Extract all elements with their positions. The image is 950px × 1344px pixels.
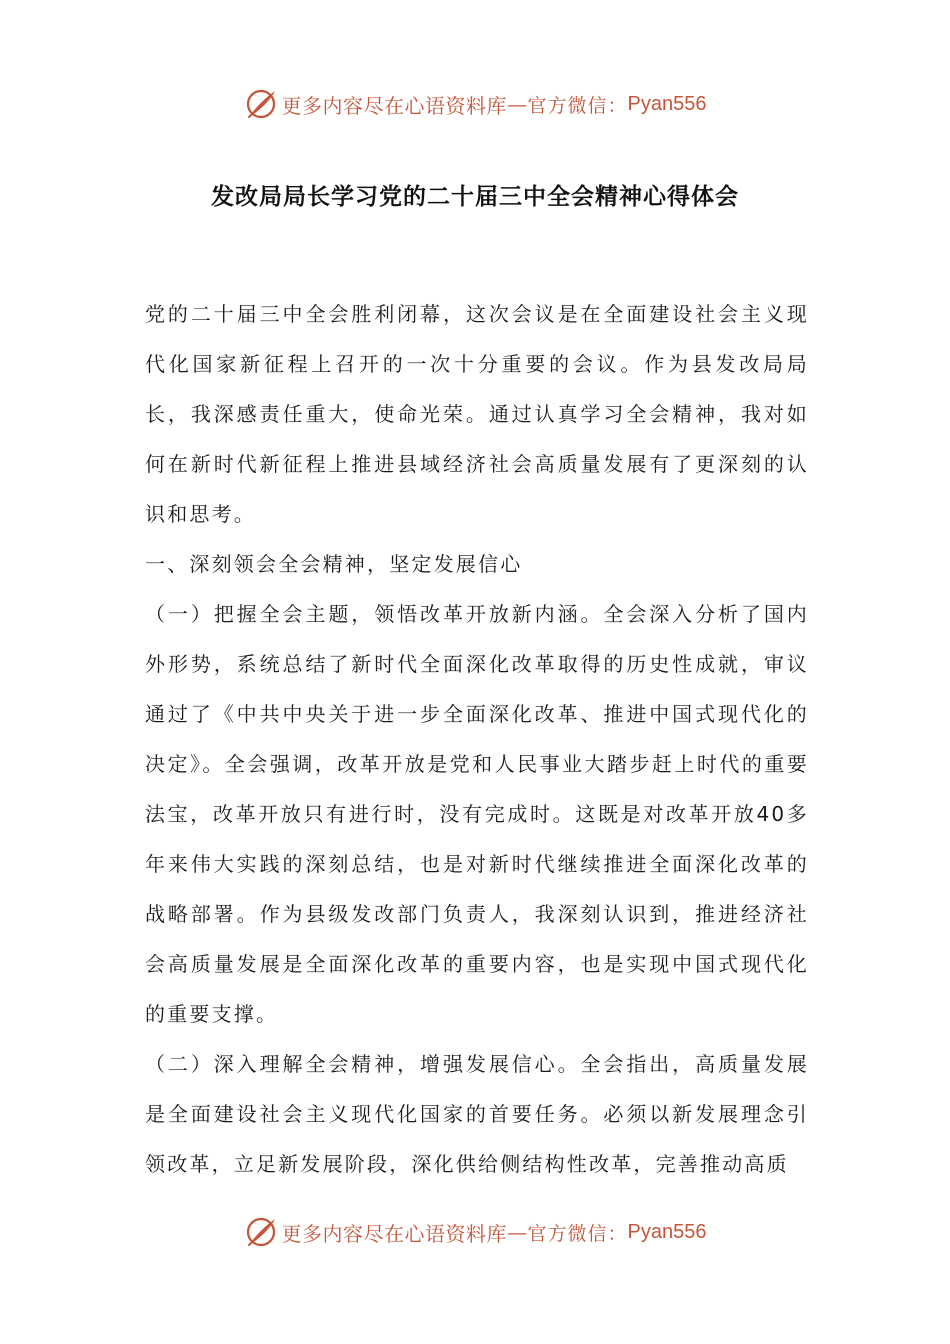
header-banner	[0, 84, 950, 124]
paragraph-subsection-2: （二）深入理解全会精神，增强发展信心。全会指出，高质量发展是全面建设社会主义现代化国家的首要任务。必须以新发展理念引领改革，立足新发展阶段，深化供给侧结构性改革，完善推动高质	[145, 1052, 809, 1176]
paragraph-intro: 党的二十届三中全会胜利闭幕，这次会议是在全面建设社会主义现代化国家新征程上召开的一次十分重要的会议。作为县发改局局长，我深感责任重大，使命光荣。通过认真学习全会精神，我对如何在新时代新征程上推进县域经济社会高质量发展有了更深刻的认识和思考。	[145, 302, 809, 526]
banner-wechat-label: 官方微信：	[527, 1222, 628, 1245]
section-heading-1: 一、深刻领会全会精神，坚定发展信心	[145, 552, 523, 576]
footer-banner	[0, 1212, 950, 1252]
banner-site-text: 更多内容尽在心语资料库	[281, 1221, 507, 1246]
banner-site-text: 更多内容尽在心语资料库	[281, 93, 507, 118]
document-body	[145, 289, 809, 1189]
paragraph-subsection-1: （一）把握全会主题，领悟改革开放新内涵。全会深入分析了国内外形势，系统总结了新时代全面深化改革取得的历史性成就，审议通过了《中共中央关于进一步全面深化改革、推进中国式现代化的决定》。全会强调，改革开放是党和人民事业大踏步赶上时代的重要法宝，改革开放只有进行时，没有完成时。这既是对改革开放40多年来伟大实践的深刻总结，也是对新时代继续推进全面深化改革的战略部署。作为县级发改部门负责人，我深刻认识到，推进经济社会高质量发展是全面深化改革的重要内容，也是实现中国式现代化的重要支撑。	[145, 602, 809, 1026]
banner-wechat-id: Pyan556	[627, 1220, 707, 1243]
quill-logo-icon	[244, 1215, 278, 1249]
document-title: 发改局局长学习党的二十届三中全会精神心得体会	[211, 184, 739, 210]
quill-logo-icon	[244, 87, 278, 121]
banner-wechat-id: Pyan556	[627, 92, 707, 115]
banner-dash: —	[507, 92, 528, 116]
banner-dash: —	[507, 1220, 528, 1244]
banner-wechat-label: 官方微信：	[527, 94, 628, 117]
